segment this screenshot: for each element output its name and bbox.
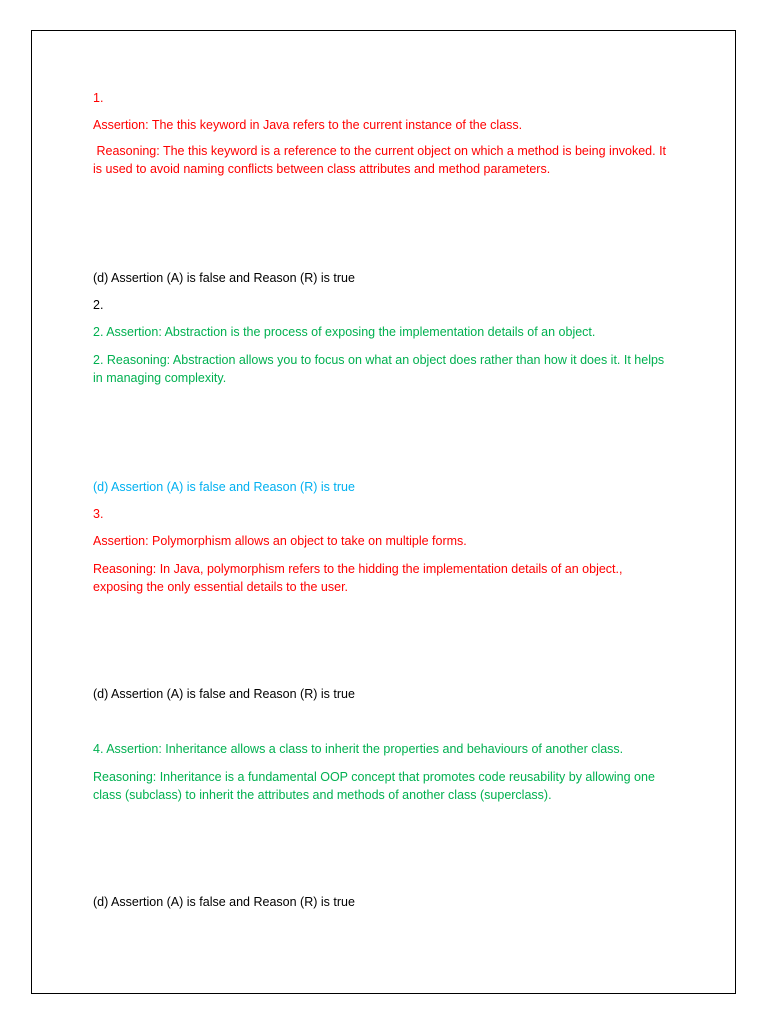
q3-reasoning: Reasoning: In Java, polymorphism refers to the hidding the implementation details of an object., exposing the only essential details to the user.: [93, 562, 623, 594]
q4-reasoning: Reasoning: Inheritance is a fundamental OOP concept that promotes code reusability by allowing one class (subclass) to inherit the attributes and methods of another class (superclass).: [93, 770, 655, 802]
q1-number: 1.: [93, 91, 104, 105]
q3-number: 3.: [93, 507, 104, 521]
q4-assertion: 4. Assertion: Inheritance allows a class to inherit the properties and behaviours of another class.: [93, 742, 624, 756]
q1-reasoning: Reasoning: The this keyword is a reference to the current object on which a method is being invoked. It is used to avoid naming conflicts between class attributes and method parameters.: [93, 144, 670, 176]
q3-answer: (d) Assertion (A) is false and Reason (R) is true: [93, 687, 355, 701]
q2-number: 2.: [93, 298, 104, 312]
document-page: [31, 30, 736, 994]
q2-answer: (d) Assertion (A) is false and Reason (R) is true: [93, 480, 355, 494]
q3-assertion: Assertion: Polymorphism allows an object to take on multiple forms.: [93, 534, 467, 548]
q1-assertion: Assertion: The this keyword in Java refers to the current instance of the class.: [93, 118, 523, 132]
q4-answer: (d) Assertion (A) is false and Reason (R) is true: [93, 895, 355, 909]
q1-answer: (d) Assertion (A) is false and Reason (R) is true: [93, 271, 355, 285]
q2-reasoning: 2. Reasoning: Abstraction allows you to focus on what an object does rather than how it does it. It helps in managing complexity.: [93, 353, 665, 385]
q2-assertion: 2. Assertion: Abstraction is the process of exposing the implementation details of an object.: [93, 325, 596, 339]
